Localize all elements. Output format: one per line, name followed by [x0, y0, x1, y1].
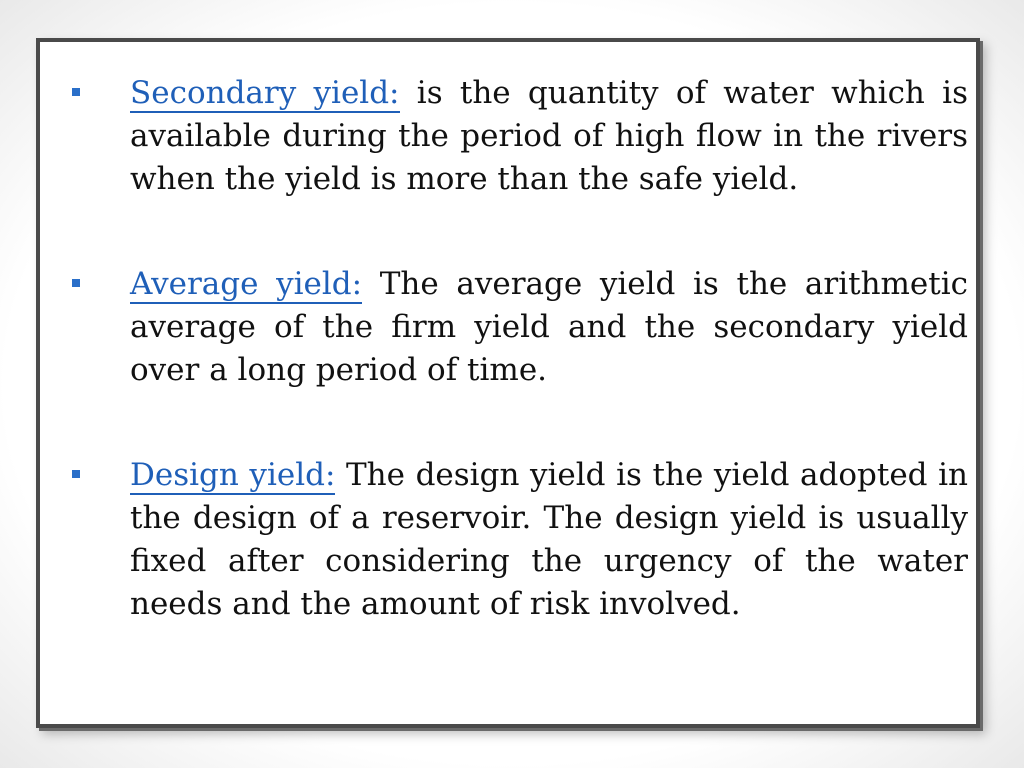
term-design-yield: Design yield:	[130, 457, 336, 493]
bullet-design-yield	[66, 454, 968, 626]
bullet-list	[66, 72, 968, 688]
definition-secondary-yield: is the quantity of water which is available during the period of high flow in the rivers when the yield is more than the safe yield.	[130, 75, 969, 197]
term-average-yield: Average yield:	[130, 266, 363, 302]
term-secondary-yield: Secondary yield:	[130, 75, 400, 111]
definition-average-yield: The average yield is the arithmetic average of the firm yield and the secondary yield over a long period of time.	[130, 266, 969, 388]
square-bullet-icon	[72, 279, 80, 287]
bullet-average-yield	[66, 263, 968, 392]
slide-frame	[36, 38, 980, 728]
square-bullet-icon	[72, 470, 80, 478]
definition-design-yield: The design yield is the yield adopted in the design of a reservoir. The design yield is usually fixed after considering the urgency of the water needs and the amount of risk involved.	[130, 457, 968, 622]
square-bullet-icon	[72, 88, 80, 96]
bullet-secondary-yield	[66, 72, 968, 201]
